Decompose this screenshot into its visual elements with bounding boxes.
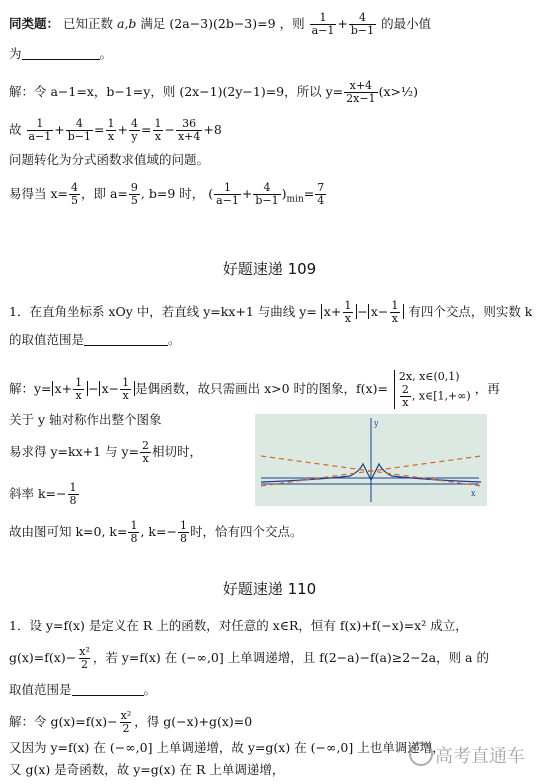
q109-solution-line3: 易求得 y=kx+1 与 y= $\frac{2}{x}$ 相切时， <box>9 439 203 465</box>
abs-value: x− $\frac{1}{x}$ <box>368 304 405 319</box>
q110-solution-line3: 又 g(x) 是奇函数，故 y=g(x) 在 R 上单调递增， <box>9 762 285 777</box>
fraction: $\frac{4}{b-1}$ <box>350 11 375 37</box>
q110-solution-line2: 又因为 y=f(x) 在 (−∞,0] 上单调递增，故 y=g(x) 在 (−∞,0] 上也单调递增， <box>9 740 445 755</box>
answer-blank <box>84 333 168 346</box>
answer-blank <box>22 47 100 60</box>
q109-line1: 1．在直角坐标系 xOy 中，若直线 y=kx+1 与曲线 y= x+ $\frac{1}{x}$ − x− $\frac{1}{x}$ 有四个交点，则实数 k <box>9 299 533 325</box>
q109-line2: 的取值范围是 。 <box>9 332 181 347</box>
section-title-110: 好题速递 110 <box>222 580 317 598</box>
q109-solution-line4: 斜率 k=− $\frac{1}{8}$ <box>9 481 77 507</box>
similar-problem-tag: 同类题： <box>9 16 60 31</box>
q110-line1: 1．设 y=f(x) 是定义在 R 上的函数，对任意的 x∈R，恒有 f(x)+f(−x)=x² 成立， <box>9 618 468 633</box>
q109-solution-line5: 故由图可知 k=0, k= $\frac{1}{8}$ , k=− $\frac{1}{8}$ 时，恰有四个交点。 <box>9 519 303 545</box>
piecewise-function: 2x, x∈(0,1) $\frac{2}{x}$ , x∈[1,+∞) <box>394 370 471 409</box>
function-graph <box>255 414 487 506</box>
section-title-109: 好题速递 109 <box>222 260 317 278</box>
abs-value: x+ $\frac{1}{x}$ <box>321 304 358 319</box>
function-graph-figure <box>255 414 487 506</box>
q110-line3: 取值范围是 。 <box>9 682 157 697</box>
x-axis-label: x <box>471 489 476 498</box>
q110-solution-line1: 解：令 g(x)=f(x)− $\frac{\text{x²}}{2}$ ，得 g(−x)+g(x)=0 <box>9 709 253 735</box>
p1-solution-line4: 易得当 x= $\frac{4}{5}$ ，即 a= $\frac{9}{5}$ , b=9 时， ( $\frac{1}{a-1}$ + $\frac{4}{b-1}$ )$_{min}=$ $\frac{7}{4}$ <box>9 181 325 207</box>
p1-solution-line2: 故 $\frac{1}{a-1}$ + $\frac{4}{b-1}$ = $\frac{1}{x}$ + $\frac{4}{y}$ = $\frac{1}{x}$ − $\frac{36}{x+4}$ +8 <box>9 117 222 143</box>
p1-solution-line3: 问题转化为分式函数求值域的问题。 <box>9 152 210 167</box>
q109-solution-line2: 关于 y 轴对称作出整个图象 <box>9 412 162 427</box>
y-axis-label: y <box>374 419 379 428</box>
watermark: 高考直通车 <box>409 742 525 768</box>
p1-solution-line1: 解：令 a−1=x，b−1=y，则 (2x−1)(2y−1)=9，所以 y= $\frac{x+4}{2x-1}$ (x>½) <box>9 79 418 105</box>
fraction: $\frac{1}{a-1}$ <box>311 11 335 37</box>
answer-blank <box>72 683 144 696</box>
q109-solution-line1: 解：y= x+ $\frac{1}{x}$ − x− $\frac{1}{x}$ 是偶函数，故只需画出 x>0 时的图象，f(x)= 2x, x∈(0,1) $\frac{2}{x}$ , x∈[1,+∞) ，再 <box>9 370 500 409</box>
p1-question-line1: 同类题： 已知正数 a,b 满足 (2a−3)(2b−3)=9 ，则 $\frac{1}{a-1}$ + $\frac{4}{b-1}$ 的最小值 <box>9 11 432 37</box>
p1-question-line2: 为 。 <box>9 46 113 61</box>
fraction: $\frac{x+4}{2x-1}$ <box>346 79 376 105</box>
watermark-logo-icon <box>409 742 433 766</box>
q110-line2: g(x)=f(x)− $\frac{\text{x²}}{2}$ ，若 y=f(x) 在 (−∞,0] 上单调递增，且 f(2−a)−f(a)≥2−2a，则 a 的 <box>9 645 489 671</box>
